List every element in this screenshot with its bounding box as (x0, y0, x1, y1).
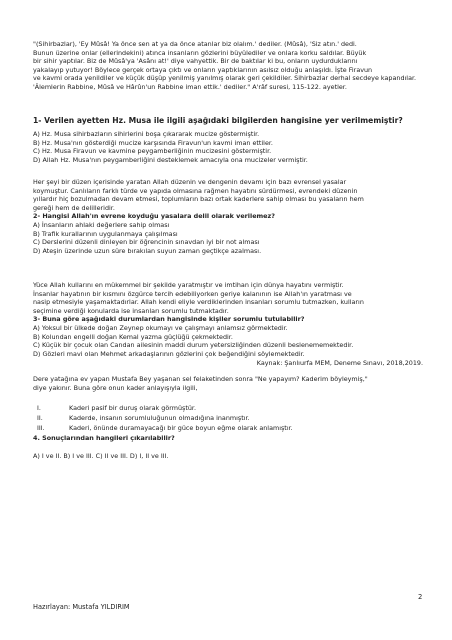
passage-line: diye yakınır. Buna göre onun kader anlayışıyla ilgili, (33, 383, 198, 392)
question-4-title: 4. Sonuçlarından hangileri çıkarılabilir? (33, 434, 175, 442)
passage-line: bir sihir yaptılar. Biz de Mûsâ'ya 'Asânı at!' diye vahyettik. Bir de baktılar ki bu, onların uydurduklarını (33, 57, 358, 66)
answer-option[interactable]: C) Küçük bir çocuk olan Candan ailesinin maddi durum yetersizliğinden düzenli beslenememektedir. (33, 341, 354, 350)
answer-option[interactable]: C) Derslerini düzenli dinleyen bir öğrencinin sınavdan iyi bir not alması (33, 238, 260, 247)
answer-option[interactable]: A) İnsanların ahlaki değerlere sahip olması (33, 220, 170, 229)
passage-line: yakalayıp yutuyor! Böylece gerçek ortaya çıktı ve onların yaptıklarının asılsız olduğu anlaşıldı. İşte Firavun (33, 65, 373, 74)
passage-line: seçimine verdiği konularda ise insanları sorumlu tutmaktadır. (33, 306, 229, 315)
question-4-passage (33, 375, 421, 392)
question-3-passage (33, 281, 421, 358)
passage-line: ve kavmi orada yenildiler ve küçük düşüp yenilmiş yanılmış olarak geri çekildiler. Sihirbazlar derhal secdeye kapandılar. (33, 74, 417, 83)
passage-line: Her şeyi bir düzen içerisinde yaratan Allah düzenin ve dengenin devamı için bazı evrensel yasalar (33, 178, 347, 186)
page-number: 2 (418, 593, 423, 601)
statement-row (33, 423, 421, 433)
passage-line: koymuştur. Canlıların farklı türde ve yapıda olmasına rağmen hayatını sürdürmesi, evrendeki düzenin (33, 186, 358, 195)
roman-numeral: I. (37, 404, 41, 412)
passage-line: Yüce Allah kullarını en mükemmel bir şekilde yaratmıştır ve imtihan için dünya hayatını vermiştir. (33, 281, 344, 289)
roman-numeral: III. (37, 424, 45, 432)
passage-line: "(Sihirbazlar), 'Ey Mûsâ! Ya önce sen at ya da önce atanlar biz olalım.' dediler. (Mûsâ), 'Siz atın.' dedi. (33, 40, 357, 48)
answer-option[interactable]: A) Hz. Musa sihirbazların sihirlerini boşa çıkararak mucize göstermiştir. (33, 130, 260, 138)
question-2-passage (33, 178, 421, 255)
author-footer: Hazırlayan: Mustafa YILDIRIM (33, 603, 130, 611)
passage-line: gereği hem de delilleridir. (33, 203, 115, 212)
question-4-answers (33, 452, 421, 461)
statement-row (33, 403, 421, 413)
verse-passage (33, 40, 421, 92)
passage-line: Dere yatağına ev yapan Mustafa Bey yaşanan sel felaketinden sonra "Ne yapayım? Kaderim böyleymiş," (33, 375, 368, 383)
answer-option[interactable]: D) Ateşin üzerinde uzun süre bırakılan suyun zaman geçtikçe azalması. (33, 246, 262, 255)
statement-text: Kaderi pasif bir duruş olarak görmüştür. (69, 404, 197, 412)
passage-line: yıllardır hiç bozulmadan devam etmesi, toplumların bazı ortak kaderlere sahip olması bu yasaların hem (33, 195, 364, 204)
passage-line: İnsanlar hayatının bir kısmını özgürce tercih edebiliyorken geriye kalanının ise Allah'ın yaratması ve (33, 289, 352, 298)
statement-text: Kaderi, önünde duramayacağı bir güce boyun eğme olarak anlamıştır. (69, 424, 293, 432)
statement-row (33, 413, 421, 423)
answer-option[interactable]: D) Gözleri mavi olan Mehmet arkadaşlarının gözlerini çok beğendiğini söylemektedir. (33, 349, 305, 358)
question-4-statements (33, 403, 421, 443)
roman-numeral: II. (37, 414, 43, 422)
answer-option[interactable]: C) Hz. Musa Firavun ve kavmine peygamberliğinin mucizesini göstermiştir. (33, 147, 272, 156)
question-2-title: 2- Hangisi Allah'ın evrene koyduğu yasalara delil olarak verilemez? (33, 212, 275, 221)
passage-line: 'Âlemlerin Rabbine, Mûsâ ve Hârûn'un Rabbine iman ettik.' dediler." A'râf suresi, 115-122. ayetler. (33, 82, 347, 91)
passage-line: nasip etmesiyle yaşamaktadırlar. Allah kendi eliyle verdiklerinden insanları sorumlu tutmazken, kulların (33, 298, 364, 307)
question-3-title: 3- Buna göre aşağıdaki durumlardan hangisinde kişiler sorumlu tutulabilir? (33, 315, 305, 324)
answer-option[interactable]: B) Trafik kurallarının uygulanmaya çalışılması (33, 229, 178, 238)
passage-line: Bunun üzerine onlar (ellerindekini) atınca insanların gözlerini büyülediler ve onlara korku saldılar. Büyük (33, 48, 367, 57)
answer-option[interactable]: A) Yoksul bir ülkede doğan Zeynep okumayı ve çalışmayı anlamsız görmektedir. (33, 323, 288, 332)
answer-options-row[interactable]: A) I ve II. B) I ve III. C) II ve III. D) I, II ve III. (33, 452, 169, 460)
source-citation: Kaynak: Şanlıurfa MEM, Deneme Sınavı, 2018,2019. (256, 359, 423, 367)
answer-option[interactable]: B) Kolundan engelli doğan Kemal yazma güçlüğü çekmektedir. (33, 332, 233, 341)
question-1-options (33, 130, 421, 164)
answer-option[interactable]: B) Hz. Musa'nın gösterdiği mucize karşısında Firavun'un kavmi iman ettiler. (33, 138, 273, 147)
answer-option[interactable]: D) Allah Hz. Musa'nın peygamberliğini desteklemek amacıyla ona mucizeler vermiştir. (33, 155, 308, 164)
question-1-title: 1- Verilen ayetten Hz. Musa ile ilgili aşağıdaki bilgilerden hangisine yer verilmemiştir? (33, 116, 403, 125)
statement-text: Kaderde, insanın sorumluluğunun olmadığına inanmıştır. (69, 414, 250, 422)
